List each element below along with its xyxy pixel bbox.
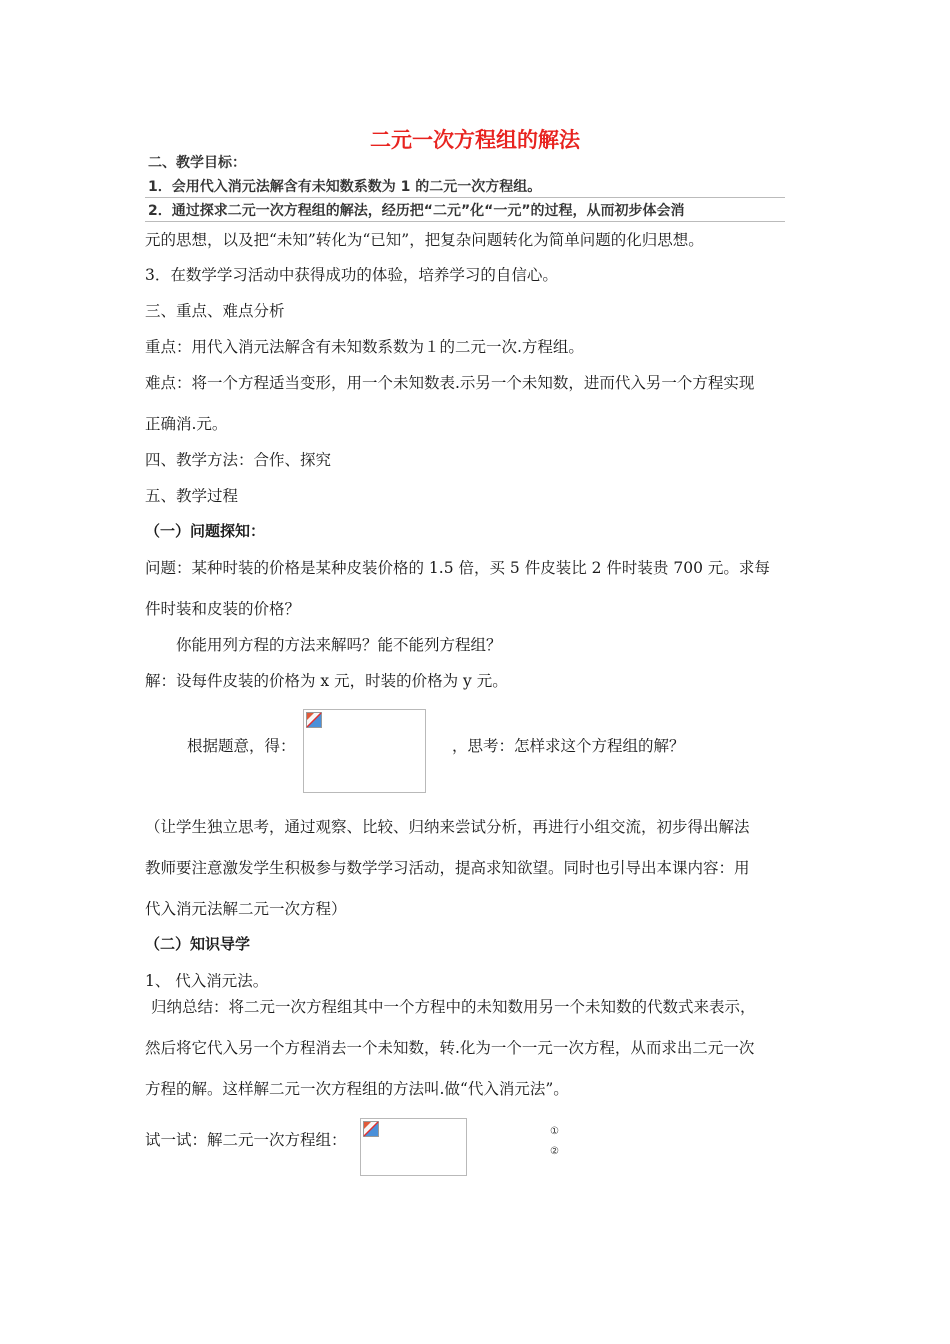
think-text: ，思考：怎样求这个方程组的解？ — [452, 737, 685, 755]
section-heading: 四、教学方法：合作、探究 — [145, 451, 332, 469]
equation-mark-1: ① — [550, 1126, 559, 1137]
summary-text: 方程的解。这样解二元一次方程组的方法叫.做“代入消元法”。 — [145, 1080, 569, 1098]
paragraph: 元的思想，以及把“未知”转化为“已知”，把复杂问题转化为简单问题的化归思想。 — [145, 231, 704, 249]
subsection-heading: （二）知识导学 — [145, 935, 251, 953]
broken-image-icon — [306, 712, 322, 728]
key-point: 重点：用代入消元法解含有未知数系数为１的二元一次.方程组。 — [145, 338, 584, 356]
section-heading: 三、重点、难点分析 — [145, 302, 285, 320]
divider — [145, 221, 785, 222]
equation-mark-2: ② — [550, 1146, 559, 1157]
paragraph: 3．在数学学习活动中获得成功的体验，培养学习的自信心。 — [145, 266, 558, 284]
objectives-heading: 二、教学目标： — [148, 155, 246, 171]
equation-image — [303, 709, 426, 793]
section-heading: 五、教学过程 — [145, 487, 239, 505]
summary-text: 然后将它代入另一个方程消去一个未知数，转.化为一个一元一次方程，从而求出二元一次 — [145, 1039, 755, 1057]
page-title: 二元一次方程组的解法 — [370, 128, 580, 152]
note-text: 代入消元法解二元一次方程） — [145, 900, 347, 918]
note-text: （让学生独立思考，通过观察、比较、归纳来尝试分析，再进行小组交流，初步得出解法 — [145, 818, 750, 836]
objective-item-2: 2．通过探求二元一次方程组的解法，经历把“二元”化“一元”的过程，从而初步体会消 — [148, 203, 685, 219]
difficult-point-cont: 正确消.元。 — [145, 415, 228, 433]
subsection-heading: （一）问题探知： — [145, 522, 266, 540]
broken-image-icon — [363, 1121, 379, 1137]
summary-text: 归纳总结：将二元一次方程组其中一个方程中的未知数用另一个未知数的代数式来表示， — [151, 998, 756, 1016]
try-label: 试一试：解二元一次方程组： — [145, 1131, 347, 1149]
problem-text: 问题：某种时装的价格是某种皮装价格的 1.5 倍，买 5 件皮装比 2 件时装贵 700 元。求每 — [145, 559, 770, 577]
note-text: 教师要注意激发学生积极参与数学学习活动，提高求知欲望。同时也引导出本课内容：用 — [145, 859, 750, 877]
divider — [145, 197, 785, 198]
objective-item-1: 1．会用代入消元法解含有未知数系数为 1 的二元一次方程组。 — [148, 179, 542, 195]
equation-image — [360, 1118, 467, 1176]
list-item: 1、 代入消元法。 — [145, 972, 269, 990]
by-meaning-label: 根据题意，得： — [187, 737, 296, 755]
question: 你能用列方程的方法来解吗？能不能列方程组？ — [176, 636, 502, 654]
solution-text: 解：设每件皮装的价格为 x 元，时装的价格为 y 元。 — [145, 672, 508, 690]
problem-text-cont: 件时装和皮装的价格？ — [145, 600, 301, 618]
difficult-point: 难点：将一个方程适当变形，用一个未知数表.示另一个未知数，进而代入另一个方程实现 — [145, 374, 755, 392]
